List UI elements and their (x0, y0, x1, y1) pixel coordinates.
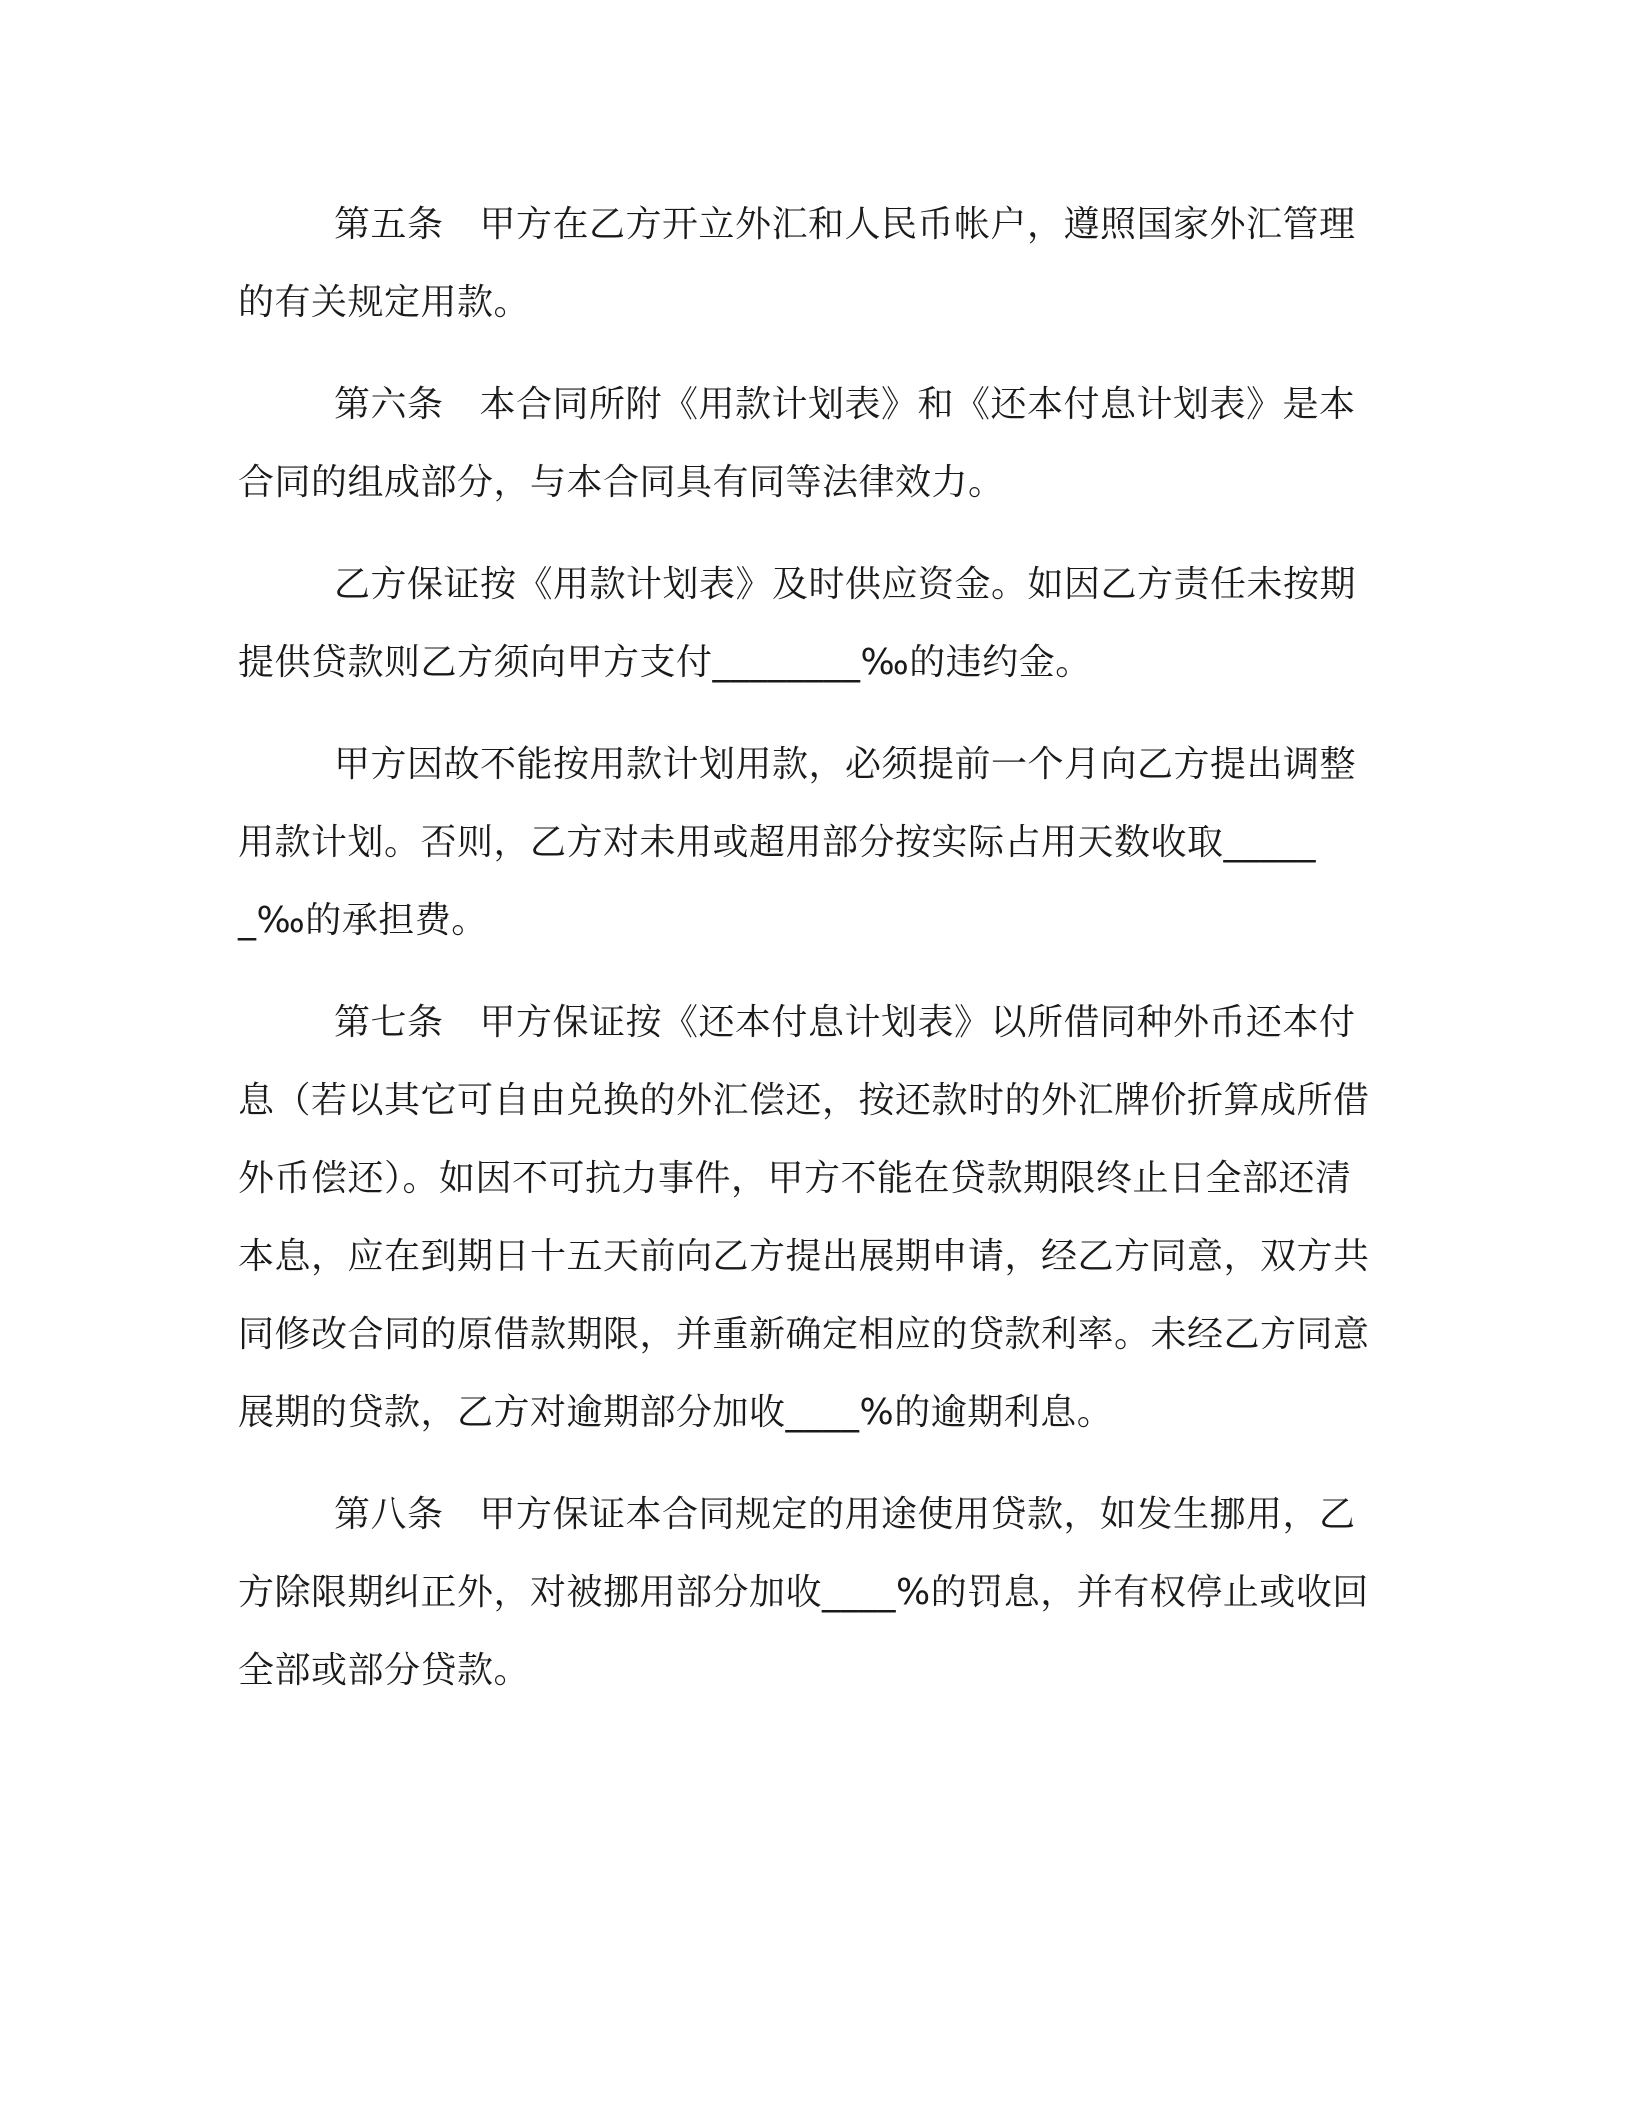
article-6-clause-2 (238, 546, 1378, 702)
article-6-clause-2-text: 乙方保证按《用款计划表》及时供应资金。如因乙方责任未按期提供贷款则乙方须向甲方支付________‰的违约金。 (238, 564, 1357, 683)
article-7-number: 第七条 (334, 1002, 444, 1043)
article-6-number: 第六条 (334, 384, 444, 425)
article-8-number: 第八条 (334, 1494, 444, 1535)
article-6-text: 本合同所附《用款计划表》和《还本付息计划表》是本合同的组成部分，与本合同具有同等法律效力。 (238, 384, 1356, 503)
article-6-clause-3-text: 甲方因故不能按用款计划用款，必须提前一个月向乙方提出调整用款计划。否则，乙方对未用或超用部分按实际占用天数收取______‰的承担费。 (238, 744, 1357, 941)
article-5-paragraph (238, 186, 1378, 342)
article-8-text: 甲方保证本合同规定的用途使用贷款，如发生挪用，乙方除限期纠正外，对被挪用部分加收____%的罚息，并有权停止或收回全部或部分贷款。 (238, 1494, 1369, 1691)
article-6-clause-3 (238, 726, 1378, 960)
article-5-text: 甲方在乙方开立外汇和人民币帐户，遵照国家外汇管理的有关规定用款。 (238, 204, 1356, 323)
article-7-text: 甲方保证按《还本付息计划表》以所借同种外币还本付息（若以其它可自由兑换的外汇偿还，按还款时的外汇牌价折算成所借外币偿还）。如因不可抗力事件，甲方不能在贷款期限终止日全部还清本息，应在到期日十五天前向乙方提出展期申请，经乙方同意，双方共同修改合同的原借款期限，并重新确定相应的贷款利率。未经乙方同意展期的贷款，乙方对逾期部分加收____%的逾期利息。 (238, 1002, 1370, 1433)
article-6-paragraph (238, 366, 1378, 522)
article-8-paragraph (238, 1476, 1378, 1710)
article-5-number: 第五条 (334, 204, 444, 245)
article-7-paragraph (238, 984, 1378, 1452)
contract-body (238, 186, 1378, 1734)
